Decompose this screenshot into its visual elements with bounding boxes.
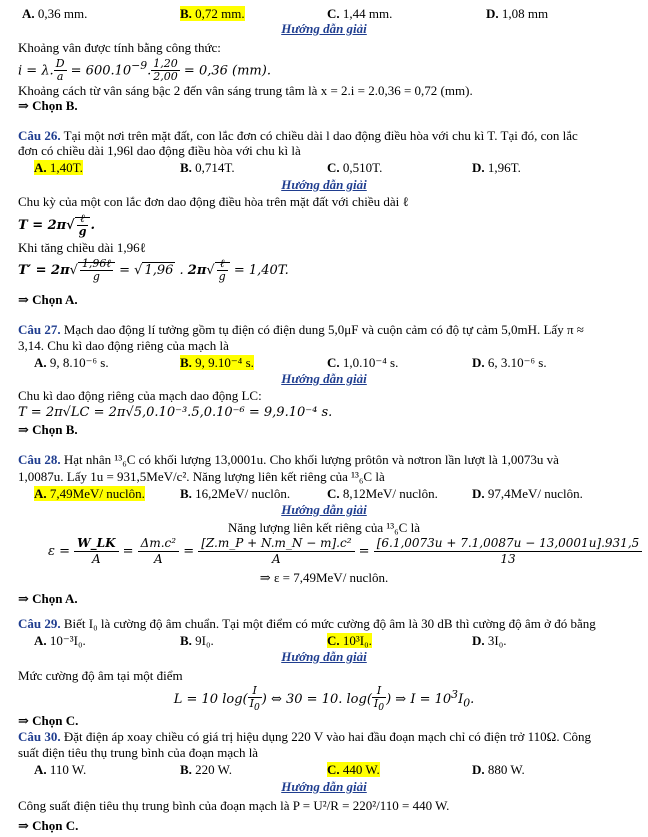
q29-stem-line1: Câu 29. Biết I₀ là cường độ âm chuẩn. Tại một điểm có mức cường độ âm là 30 dB thì cường độ âm ở đó bằng [18,616,596,631]
q25-option-a: A. 0,36 mm. [22,6,88,21]
q28-frac3-num: [Z.m_P + N.m_N − m].c² [198,536,354,552]
q25-guide-heading: Hướng dẫn giải [281,21,367,36]
q28-frac3-den: A [272,552,281,566]
q26-formula2: T′ = 2π√ $\frac{\text{1,96ℓ}}{g}$ = √ 1,96 . 2π√ $\frac{\text{ℓ}}{g}$ = 1,40T. [18,257,289,283]
q30-option-c: C. 440 W. [327,762,380,777]
q30-option-a: A. 110 W. [34,762,87,777]
q25-line2: Khoảng cách từ vân sáng bậc 2 đến vân sáng trung tâm là x = 2.i = 2.0,36 = 0,72 (mm). [18,83,473,98]
q27-option-d: D. 6, 3.10⁻⁶ s. [472,355,547,370]
q27-stem-line1: Câu 27. Mạch dao động lí tưởng gồm tụ điện có điện dung 5,0μF và cuộn cảm có độ tự cảm 5,0mH. Lấy π ≈ [18,322,584,337]
q28-result: ⇒ ε = 7,49MeV/ nuclôn. [259,570,389,585]
q28-answer: ⇒ Chọn A. [18,591,78,606]
q30-option-d: D. 880 W. [472,762,525,777]
q29-option-b: B. 9I₀. [180,633,214,648]
q30-answer: ⇒ Chọn C. [18,818,79,833]
q29-option-d: D. 3I₀. [472,633,507,648]
q26-formula1: T = 2π√ $\frac{\text{ℓ}}{g}$ . [18,212,95,238]
q30-option-b: B. 220 W. [180,762,233,777]
q25-option-d: D. 1,08 mm [486,6,549,21]
q26-option-a: A. 1,40T. [34,160,83,175]
q29-formula: L = 10 log( $\frac{I}{I_0}$ ) ⇔ 30 = 10. log( $\frac{I}{I_0}$ ) ⇒ $I = 10^3I_0$. [173,684,475,714]
q28-frac4-num: [6.1,0073u + 7.1,0087u − 13,0001u].931,5 [374,536,643,552]
q26-line1: Chu kỳ của một con lắc đơn dao động điều hòa trên mặt đất với chiều dài ℓ [18,194,409,209]
q27-guide-heading: Hướng dẫn giải [281,371,367,386]
q26-option-d: D. 1,96T. [472,160,521,175]
q25-option-c: C. 1,44 mm. [327,6,393,21]
q27-formula: T = 2π√LC = 2π√5,0.10⁻³.5,0.10⁻⁶ = 9,9.10⁻⁴ s. [18,405,333,420]
q28-stem-line1: Câu 28. Hạt nhân ¹³₆C có khối lượng 13,0001u. Cho khối lượng prôtôn và nơtron lần lượt là 1,0073u và [18,452,559,467]
q29-answer: ⇒ Chọn C. [18,713,79,728]
q28-option-a: A. 7,49MeV/ nuclôn. [34,486,145,501]
q28-frac1-num: W_LK [74,536,118,552]
q25-answer: ⇒ Chọn B. [18,98,78,113]
q28-line1: Năng lượng liên kết riêng của ¹³₆C là [228,520,420,535]
q26-option-c: C. 0,510T. [327,160,383,175]
q28-frac2-den: A [154,552,163,566]
q28-equation: ε = $\frac{W\_LK}{A}$ = $\frac{\text{Δm.c²}}{A}$ = $\frac{\text{[Z.m\_P + N.m\_N − m].c²}}{A}$ = $\frac{[6.1,0073u + 7.1,0087u - 13,0001u].931,5}{13}$ [48,536,642,567]
q29-line1: Mức cường độ âm tại một điểm [18,668,183,683]
q27-line1: Chu kì dao động riêng của mạch dao động LC: [18,388,262,403]
q28-frac4-den: 13 [500,552,516,566]
q28-frac1-den: A [91,552,101,566]
q30-stem-line2: suất điện tiêu thụ trung bình của đoạn mạch là [18,745,259,760]
q29-option-c: C. 10³I₀. [327,633,372,648]
q25-formula: i = λ. $\frac{D}{a}$ = $600.10^{-9}$. $\frac{1,20}{2,00}$ = 0,36 (mm). [18,57,271,84]
q28-guide-heading: Hướng dẫn giải [281,502,367,517]
q25-line1: Khoảng vân được tính bằng công thức: [18,40,221,55]
q26-stem-line2: đơn có chiều dài 1,96l dao động điều hòa với chu kì là [18,143,301,158]
q26-option-b: B. 0,714T. [180,160,235,175]
q28-eps: ε = [48,544,71,559]
q27-option-c: C. 1,0.10⁻⁴ s. [327,355,399,370]
q25-option-b: B. 0,72 mm. [180,6,245,21]
q26-guide-heading: Hướng dẫn giải [281,177,367,192]
q28-stem-line2: 1,0087u. Lấy 1u = 931,5MeV/c². Năng lượng liên kết riêng của ¹³₆C là [18,469,385,484]
q28-frac2-num: Δm.c² [138,536,179,552]
q27-option-b: B. 9, 9.10⁻⁴ s. [180,355,254,370]
q28-option-d: D. 97,4MeV/ nuclôn. [472,486,583,501]
q30-guide-heading: Hướng dẫn giải [281,779,367,794]
q27-answer: ⇒ Chọn B. [18,422,78,437]
q26-stem-line1: Câu 26. Tại một nơi trên mặt đất, con lắc đơn có chiều dài l dao động điều hòa với chu kì T. Tại đó, con lắc [18,128,578,143]
q30-line1: Công suất điện tiêu thụ trung bình của đoạn mạch là P = U²/R = 220²/110 = 440 W. [18,798,450,813]
q27-option-a: A. 9, 8.10⁻⁶ s. [34,355,109,370]
q28-option-b: B. 16,2MeV/ nuclôn. [180,486,291,501]
q28-option-c: C. 8,12MeV/ nuclôn. [327,486,438,501]
q27-stem-line2: 3,14. Chu kì dao động riêng của mạch là [18,338,229,353]
q26-answer: ⇒ Chọn A. [18,292,78,307]
q29-guide-heading: Hướng dẫn giải [281,649,367,664]
q26-line2: Khi tăng chiều dài 1,96ℓ [18,240,146,255]
q29-option-a: A. 10⁻³I₀. [34,633,86,648]
q30-stem-line1: Câu 30. Đặt điện áp xoay chiều có giá trị hiệu dụng 220 V vào hai đầu đoạn mạch chỉ có điện trở 110Ω. Công [18,729,592,744]
